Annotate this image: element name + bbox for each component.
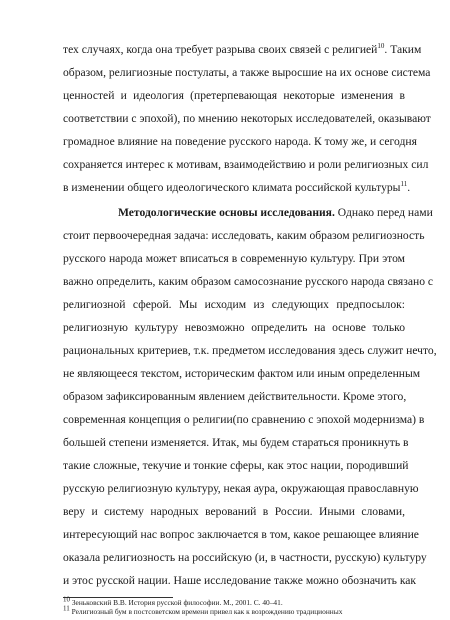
text-line: такие сложные, текучие и тонкие сферы, как этос нации, породивший: [63, 459, 409, 472]
text-line: громадное влияние на поведение русского народа. К тому же, и сегодня: [63, 135, 417, 148]
text-fragment: Однако перед нами: [334, 206, 433, 219]
footnote-number: 10: [63, 595, 70, 604]
footnote-ref: 11: [400, 180, 408, 189]
text-line: религиозную культуру невозможно определить на основе только: [63, 321, 405, 334]
footnote-text: Религиозный бум в постсоветском времени привел как к возрождению традиционных: [69, 607, 343, 616]
text-line: сохраняется интерес к мотивам, взаимодействию и роли религиозных сил: [63, 158, 429, 171]
footnote-number: 11: [63, 604, 70, 613]
footnote: [63, 604, 408, 617]
text-line: веру и систему народных верований в России. Иными словами,: [63, 505, 405, 518]
text-line: [63, 42, 422, 57]
text-line: интересующий нас вопрос заключается в том, какое решающее влияние: [63, 528, 419, 541]
text-line: русскую религиозную культуру, некая аура, окружающая православную: [63, 482, 419, 495]
text-line: [63, 180, 411, 195]
text-fragment: в изменении общего идеологического климата российской культуры: [63, 181, 401, 194]
text-fragment: .: [407, 181, 411, 194]
footnote-text: Зеньковский В.В. История русской философии. М., 2001. С. 40–41.: [70, 598, 283, 607]
text-line: соответствии с эпохой), по мнению некоторых исследователей, оказывают: [63, 112, 431, 125]
text-line: образом, религиозные постулаты, а также выросшие на их основе система: [63, 66, 431, 79]
text-fragment: тех случаях, когда она требует разрыва своих связей с религией: [63, 43, 378, 56]
text-line: образом зафиксированным явлением действительности. Кроме этого,: [63, 390, 407, 403]
text-line: оказала религиозность на российскую (и, в частности, русскую) культуру: [63, 551, 427, 564]
text-line: русского народа может вписаться в современную культуру. При этом: [63, 252, 405, 265]
text-line: религиозной сферой. Мы исходим из следующих предпосылок:: [63, 298, 405, 311]
text-fragment: . Таким: [384, 43, 422, 56]
text-line: важно определить, каким образом самосознание русского народа связано с: [63, 275, 434, 288]
text-line: большей степени изменяется. Итак, мы будем стараться проникнуть в: [63, 436, 409, 449]
footnote-ref: 10: [377, 42, 385, 51]
text-line: современная концепция о религии(по сравнению с эпохой модернизма) в: [63, 413, 425, 426]
text-line: и этос русской нации. Наше исследование также можно обозначить как: [63, 574, 417, 587]
section-heading: Методологические основы исследования.: [118, 206, 335, 219]
text-line: не являющееся текстом, историческим фактом или иным определенным: [63, 367, 421, 380]
text-line: ценностей и идеология (претерпевающая некоторые изменения в: [63, 89, 405, 102]
text-line: рациональных критериев, т.к. предметом исследования здесь служит нечто,: [63, 344, 437, 357]
text-line: [118, 206, 433, 220]
text-line: стоит первоочередная задача: исследовать, каким образом религиозность: [63, 229, 425, 242]
